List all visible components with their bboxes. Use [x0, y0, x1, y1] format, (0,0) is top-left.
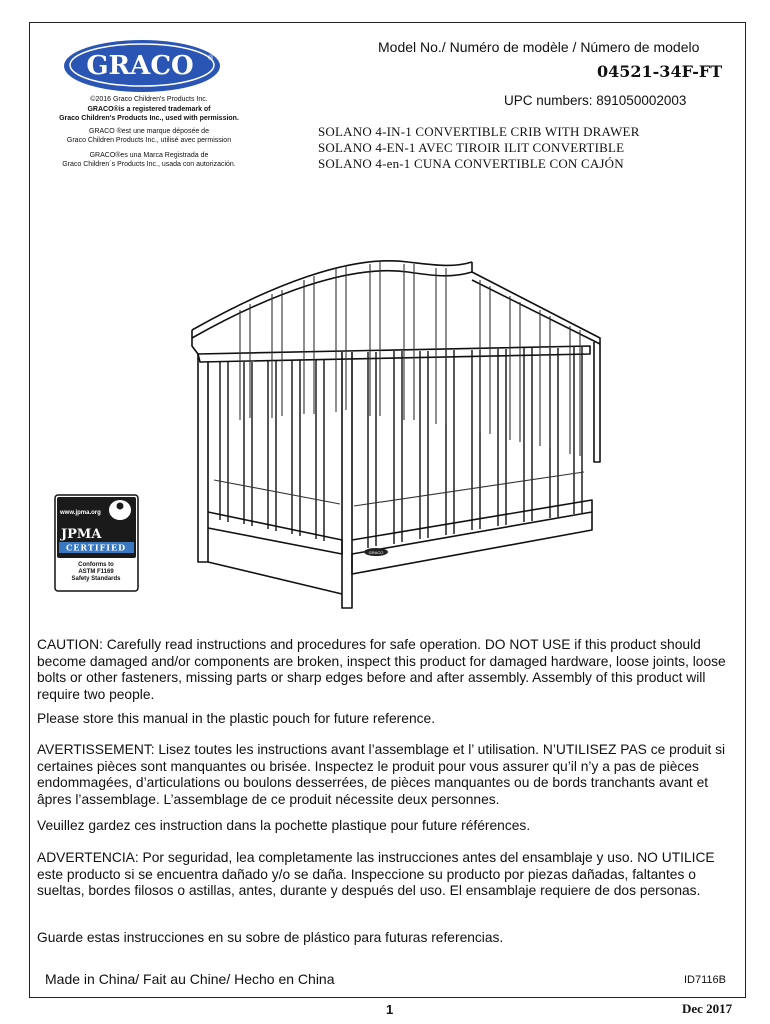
jpma-name: JPMA — [61, 527, 102, 542]
product-title-en: SOLANO 4-IN-1 CONVERTIBLE CRIB WITH DRAWER — [318, 124, 640, 139]
trademark-es-1: GRACO®es una Marca Registrada de — [89, 152, 209, 159]
model-number: 04521-34F-FT — [597, 62, 723, 81]
document-date: Dec 2017 — [682, 1001, 733, 1016]
logo-text: GRACO — [86, 51, 194, 81]
registered-mark: ® — [208, 55, 214, 62]
store-note-french: Veuillez gardez ces instruction dans la pochette plastique pour future références. — [37, 818, 531, 833]
jpma-conforms-3: Safety Standards — [71, 576, 121, 582]
product-title-fr: SOLANO 4-EN-1 AVEC TIROIR ILIT CONVERTIBLE — [318, 140, 625, 155]
caution-spanish: ADVERTENCIA: Por seguridad, lea completamente las instrucciones antes del ensamblaje y uso. NO UTILICE este producto si se encuentra dañado y/o se daña. Inspeccione su producto por piezas dañadas, faltantes o sueltas, bordes filosos o astillas, antes, durante y después del uso. El ensamblaje requiere de dos personas. — [37, 850, 715, 898]
crib-illustration — [180, 250, 620, 618]
page-number: 1 — [386, 1002, 394, 1017]
store-note-spanish: Guarde estas instrucciones en su sobre de plástico para futuras referencias. — [37, 930, 504, 945]
caution-french: AVERTISSEMENT: Lisez toutes les instructions avant l’assemblage et l’ utilisation. N’UTILISEZ PAS ce produit si certaines pièces sont manquantes ou brisée. Inspectez le produit pour vous assurer qu’il n’y a pas de pièces endommagées, d’articulations ou boulons desserrées, de pièces manquantes ou de bords tranchants avant et âpres l’assemblage. L’assemblage de ce produit nécessite deux personnes. — [37, 742, 726, 807]
upc-number: UPC numbers: 891050002003 — [504, 93, 687, 108]
made-in-china: Made in China/ Fait au Chine/ Hecho en China — [45, 971, 335, 987]
trademark-fr-1: GRACO ®est une marque déposée de — [89, 128, 209, 135]
jpma-conforms-2: ASTM F1169 — [78, 569, 114, 575]
crib-badge — [364, 548, 388, 556]
product-title-es: SOLANO 4-en-1 CUNA CONVERTIBLE CON CAJÓN — [318, 156, 624, 171]
jpma-certified-text: CERTIFIED — [65, 542, 127, 553]
jpma-conforms-1: Conforms to — [78, 562, 114, 568]
headboard-top-inner — [192, 271, 472, 338]
trademark-es — [40, 151, 258, 169]
mattress-support — [214, 472, 584, 506]
trademark-en-2: Graco Children's Products Inc., used with permission. — [59, 115, 239, 122]
store-note-english: Please store this manual in the plastic pouch for future reference. — [37, 711, 436, 726]
trademark-en — [40, 105, 258, 123]
jpma-url: www.jpma.org — [60, 510, 101, 516]
document-id: ID7116B — [684, 974, 726, 986]
trademark-en-1: GRACO®is a registered trademark of — [87, 106, 211, 113]
copyright-line: ©2016 Graco Children's Products Inc. — [90, 96, 208, 103]
crib-badge-text: GRACO — [368, 550, 384, 555]
graco-logo — [62, 38, 222, 94]
trademark-fr — [40, 127, 258, 145]
caution-english: CAUTION: Carefully read instructions and procedures for safe operation. DO NOT USE if this product should become damaged and/or components are broken, inspect this product for damaged hardware, loose joints, loose bolts or other fasteners, missing parts or sharp edges before and after assembly. Assembly of this product will require two people. — [37, 637, 726, 702]
model-label: Model No./ Numéro de modèle / Número de modelo — [378, 39, 700, 55]
trademark-fr-2: Graco Children Products Inc., utilisé avec permission — [66, 137, 232, 144]
trademark-es-2: Graco Children´s Products Inc., usada con autorización. — [62, 161, 236, 168]
jpma-certified-badge — [54, 494, 139, 592]
headboard-top — [192, 261, 472, 330]
